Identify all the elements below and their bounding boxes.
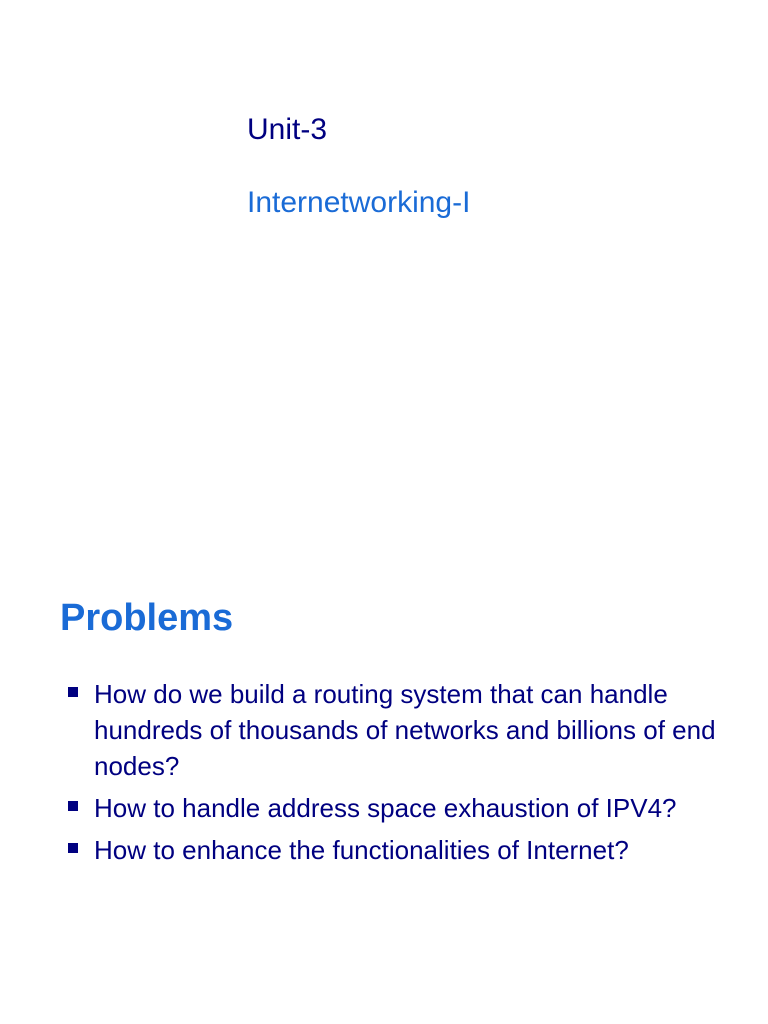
square-bullet-icon xyxy=(68,801,78,811)
problem-item-1 xyxy=(60,676,740,784)
unit-title: Unit-3 xyxy=(247,113,328,146)
problem-list xyxy=(60,676,740,874)
problem-item-2 xyxy=(60,790,740,826)
problem-text-1: How do we build a routing system that can handle hundreds of thousands of networks and billions of end nodes? xyxy=(94,679,716,781)
problems-heading: Problems xyxy=(60,597,234,639)
problem-text-2: How to handle address space exhaustion of IPV4? xyxy=(94,793,677,823)
unit-subtitle: Internetworking-I xyxy=(247,186,471,219)
problem-item-3 xyxy=(60,832,740,868)
square-bullet-icon xyxy=(68,687,78,697)
title-slide xyxy=(247,110,470,223)
square-bullet-icon xyxy=(68,843,78,853)
problem-text-3: How to enhance the functionalities of Internet? xyxy=(94,835,629,865)
